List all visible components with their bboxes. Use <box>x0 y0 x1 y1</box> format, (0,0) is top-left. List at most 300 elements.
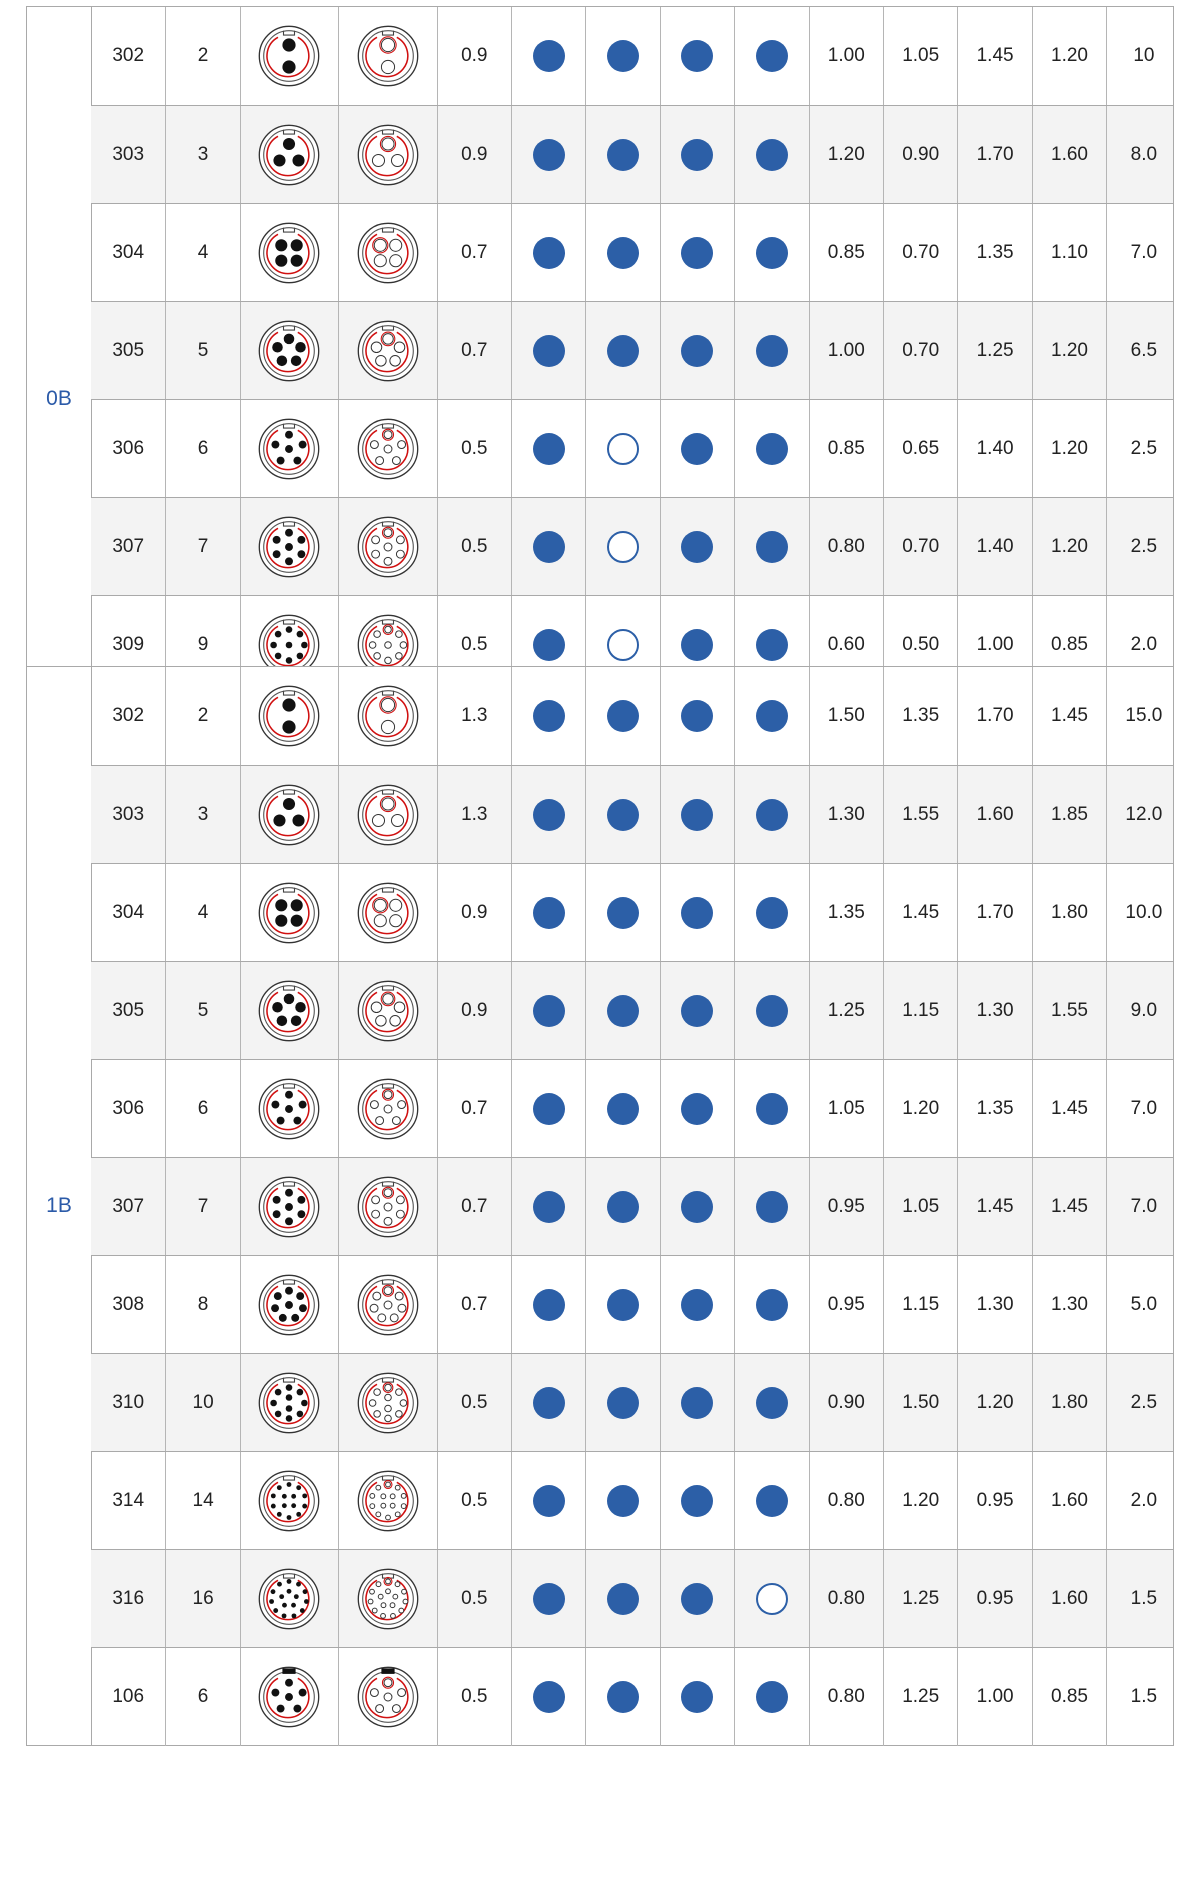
filled-circle-icon <box>681 139 713 171</box>
filled-circle-icon <box>681 995 713 1027</box>
filled-circle-icon <box>533 700 565 732</box>
value-3: 1.70 <box>957 667 1031 765</box>
male-insert-face-icon <box>240 962 338 1060</box>
male-insert-face-icon <box>240 766 338 864</box>
female-insert-face-icon <box>338 106 436 204</box>
filled-circle-icon <box>756 995 788 1027</box>
filled-circle-icon <box>681 1387 713 1419</box>
filled-circle-icon <box>681 40 713 72</box>
filled-circle-icon <box>533 433 565 465</box>
filled-circle-icon <box>756 629 788 661</box>
filled-circle-icon <box>533 897 565 929</box>
male-insert-face-icon <box>240 1452 338 1550</box>
part-code: 308 <box>112 1294 145 1315</box>
filled-circle-icon <box>607 1191 639 1223</box>
availability-cell <box>734 1158 808 1256</box>
availability-cell <box>511 1354 585 1452</box>
value-4: 1.60 <box>1032 106 1106 204</box>
value-4: 1.85 <box>1032 766 1106 864</box>
filled-circle-icon <box>607 1583 639 1615</box>
table-row <box>91 497 1173 596</box>
value-1: 0.80 <box>809 1550 883 1648</box>
filled-circle-icon <box>756 531 788 563</box>
filled-circle-icon <box>607 139 639 171</box>
value-4: 1.20 <box>1032 7 1106 105</box>
value-1: 1.20 <box>809 106 883 204</box>
wire-gauge: 0.5 <box>437 1354 511 1452</box>
filled-circle-icon <box>681 335 713 367</box>
availability-cell <box>734 962 808 1060</box>
filled-circle-icon <box>533 995 565 1027</box>
female-insert-face-icon <box>338 1158 436 1256</box>
outline-circle-icon <box>756 1583 788 1615</box>
availability-cell <box>734 1550 808 1648</box>
value-1: 0.90 <box>809 1354 883 1452</box>
value-4: 1.55 <box>1032 962 1106 1060</box>
filled-circle-icon <box>756 139 788 171</box>
value-4: 1.10 <box>1032 204 1106 302</box>
filled-circle-icon <box>533 335 565 367</box>
availability-cell <box>585 1452 659 1550</box>
value-5: 2.5 <box>1106 1354 1180 1452</box>
contact-count: 5 <box>165 962 239 1060</box>
value-4: 1.80 <box>1032 1354 1106 1452</box>
female-insert-face-icon <box>338 962 436 1060</box>
value-2: 0.70 <box>883 302 957 400</box>
filled-circle-icon <box>607 1485 639 1517</box>
filled-circle-icon <box>607 1289 639 1321</box>
availability-cell <box>585 302 659 400</box>
wire-gauge: 1.3 <box>437 667 511 765</box>
value-1: 1.30 <box>809 766 883 864</box>
availability-cell <box>660 1158 734 1256</box>
value-2: 1.50 <box>883 1354 957 1452</box>
male-insert-face-icon <box>240 1158 338 1256</box>
value-4: 1.20 <box>1032 302 1106 400</box>
value-4: 1.20 <box>1032 400 1106 498</box>
availability-cell <box>511 1256 585 1354</box>
wire-gauge: 0.7 <box>437 1060 511 1158</box>
male-insert-face-icon <box>240 1648 338 1746</box>
male-insert-face-icon <box>240 864 338 962</box>
filled-circle-icon <box>681 1583 713 1615</box>
wire-gauge: 0.9 <box>437 864 511 962</box>
filled-circle-icon <box>756 1093 788 1125</box>
value-5: 10 <box>1106 7 1180 105</box>
part-code: 305 <box>112 1000 145 1021</box>
female-insert-face-icon <box>338 1550 436 1648</box>
value-1: 0.85 <box>809 400 883 498</box>
table-row <box>91 1157 1173 1256</box>
availability-cell <box>734 1060 808 1158</box>
availability-cell <box>734 7 808 105</box>
value-3: 1.35 <box>957 204 1031 302</box>
value-2: 1.15 <box>883 962 957 1060</box>
filled-circle-icon <box>756 700 788 732</box>
filled-circle-icon <box>756 1485 788 1517</box>
contact-count: 2 <box>165 7 239 105</box>
value-3: 1.30 <box>957 1256 1031 1354</box>
table-row <box>91 1353 1173 1452</box>
contact-count: 10 <box>165 1354 239 1452</box>
value-4: 1.60 <box>1032 1452 1106 1550</box>
availability-cell <box>660 7 734 105</box>
contact-count: 7 <box>165 1158 239 1256</box>
wire-gauge: 0.7 <box>437 1158 511 1256</box>
value-2: 0.65 <box>883 400 957 498</box>
value-5: 7.0 <box>1106 1060 1180 1158</box>
male-insert-face-icon <box>240 1256 338 1354</box>
availability-cell <box>511 1452 585 1550</box>
filled-circle-icon <box>607 237 639 269</box>
filled-circle-icon <box>533 1387 565 1419</box>
wire-gauge: 1.3 <box>437 766 511 864</box>
male-insert-face-icon <box>240 400 338 498</box>
availability-cell <box>585 1354 659 1452</box>
part-code: 307 <box>112 1196 145 1217</box>
part-code: 304 <box>112 902 145 923</box>
availability-cell <box>511 204 585 302</box>
female-insert-face-icon <box>338 1256 436 1354</box>
availability-cell <box>660 498 734 596</box>
value-3: 1.25 <box>957 302 1031 400</box>
availability-cell <box>511 106 585 204</box>
value-2: 1.45 <box>883 864 957 962</box>
value-2: 1.05 <box>883 7 957 105</box>
value-3: 1.60 <box>957 766 1031 864</box>
availability-cell <box>585 7 659 105</box>
availability-cell <box>660 864 734 962</box>
availability-cell <box>511 1648 585 1746</box>
availability-cell <box>585 1256 659 1354</box>
table-row <box>91 667 1173 765</box>
value-3: 0.95 <box>957 1550 1031 1648</box>
filled-circle-icon <box>756 1681 788 1713</box>
availability-cell <box>660 204 734 302</box>
group-1b <box>26 666 1174 1746</box>
value-5: 2.5 <box>1106 498 1180 596</box>
filled-circle-icon <box>756 237 788 269</box>
value-5: 7.0 <box>1106 1158 1180 1256</box>
filled-circle-icon <box>533 1093 565 1125</box>
value-5: 10.0 <box>1106 864 1180 962</box>
contact-count: 16 <box>165 1550 239 1648</box>
availability-cell <box>585 1158 659 1256</box>
value-5: 7.0 <box>1106 204 1180 302</box>
availability-cell <box>734 1256 808 1354</box>
wire-gauge: 0.7 <box>437 204 511 302</box>
availability-cell <box>511 962 585 1060</box>
value-3: 1.45 <box>957 1158 1031 1256</box>
value-5: 1.5 <box>1106 1648 1180 1746</box>
availability-cell <box>660 1648 734 1746</box>
male-insert-face-icon <box>240 106 338 204</box>
filled-circle-icon <box>681 1289 713 1321</box>
value-4: 1.45 <box>1032 1060 1106 1158</box>
value-5: 2.0 <box>1106 596 1180 694</box>
outline-circle-icon <box>607 433 639 465</box>
availability-cell <box>660 106 734 204</box>
table-row <box>91 1549 1173 1648</box>
filled-circle-icon <box>756 1289 788 1321</box>
filled-circle-icon <box>681 237 713 269</box>
female-insert-face-icon <box>338 864 436 962</box>
value-4: 1.30 <box>1032 1256 1106 1354</box>
availability-cell <box>660 1354 734 1452</box>
availability-cell <box>585 204 659 302</box>
value-3: 0.95 <box>957 1452 1031 1550</box>
value-1: 0.95 <box>809 1256 883 1354</box>
filled-circle-icon <box>756 335 788 367</box>
filled-circle-icon <box>681 1191 713 1223</box>
value-1: 0.80 <box>809 498 883 596</box>
female-insert-face-icon <box>338 1648 436 1746</box>
value-2: 1.15 <box>883 1256 957 1354</box>
filled-circle-icon <box>607 1681 639 1713</box>
contact-count: 2 <box>165 667 239 765</box>
value-2: 0.70 <box>883 204 957 302</box>
value-1: 1.25 <box>809 962 883 1060</box>
filled-circle-icon <box>533 237 565 269</box>
value-1: 1.05 <box>809 1060 883 1158</box>
part-code: 303 <box>112 144 145 165</box>
availability-cell <box>511 864 585 962</box>
table-row <box>91 765 1173 864</box>
availability-cell <box>734 864 808 962</box>
filled-circle-icon <box>607 1093 639 1125</box>
value-5: 5.0 <box>1106 1256 1180 1354</box>
group-label: 0B <box>27 7 92 791</box>
value-2: 1.25 <box>883 1648 957 1746</box>
value-5: 8.0 <box>1106 106 1180 204</box>
value-3: 1.00 <box>957 596 1031 694</box>
value-2: 1.25 <box>883 1550 957 1648</box>
value-3: 1.45 <box>957 7 1031 105</box>
value-5: 9.0 <box>1106 962 1180 1060</box>
contact-count: 3 <box>165 766 239 864</box>
filled-circle-icon <box>533 799 565 831</box>
wire-gauge: 0.9 <box>437 7 511 105</box>
availability-cell <box>511 1158 585 1256</box>
female-insert-face-icon <box>338 766 436 864</box>
part-code: 306 <box>112 1098 145 1119</box>
contact-count: 8 <box>165 1256 239 1354</box>
availability-cell <box>585 400 659 498</box>
contact-count: 6 <box>165 1648 239 1746</box>
male-insert-face-icon <box>240 7 338 105</box>
availability-cell <box>585 1060 659 1158</box>
availability-cell <box>585 1648 659 1746</box>
availability-cell <box>585 1550 659 1648</box>
filled-circle-icon <box>533 40 565 72</box>
availability-cell <box>734 1648 808 1746</box>
filled-circle-icon <box>607 799 639 831</box>
value-4: 1.80 <box>1032 864 1106 962</box>
availability-cell <box>585 864 659 962</box>
availability-cell <box>734 766 808 864</box>
table-row <box>91 301 1173 400</box>
value-1: 1.35 <box>809 864 883 962</box>
availability-cell <box>660 400 734 498</box>
female-insert-face-icon <box>338 667 436 765</box>
contact-count: 9 <box>165 596 239 694</box>
value-1: 0.95 <box>809 1158 883 1256</box>
wire-gauge: 0.5 <box>437 1550 511 1648</box>
part-code: 303 <box>112 804 145 825</box>
availability-cell <box>511 302 585 400</box>
filled-circle-icon <box>533 1681 565 1713</box>
table-row <box>91 399 1173 498</box>
availability-cell <box>585 106 659 204</box>
value-4: 1.20 <box>1032 498 1106 596</box>
filled-circle-icon <box>681 897 713 929</box>
value-5: 12.0 <box>1106 766 1180 864</box>
part-code: 316 <box>112 1588 145 1609</box>
availability-cell <box>585 667 659 765</box>
value-2: 1.20 <box>883 1452 957 1550</box>
filled-circle-icon <box>533 1485 565 1517</box>
value-2: 0.90 <box>883 106 957 204</box>
availability-cell <box>660 667 734 765</box>
filled-circle-icon <box>756 1191 788 1223</box>
value-1: 1.50 <box>809 667 883 765</box>
value-4: 1.60 <box>1032 1550 1106 1648</box>
value-4: 0.85 <box>1032 596 1106 694</box>
part-code: 302 <box>112 45 145 66</box>
wire-gauge: 0.7 <box>437 302 511 400</box>
availability-cell <box>511 7 585 105</box>
filled-circle-icon <box>607 335 639 367</box>
value-5: 2.0 <box>1106 1452 1180 1550</box>
value-4: 1.45 <box>1032 1158 1106 1256</box>
contact-count: 3 <box>165 106 239 204</box>
female-insert-face-icon <box>338 1060 436 1158</box>
availability-cell <box>511 1550 585 1648</box>
value-1: 1.00 <box>809 7 883 105</box>
wire-gauge: 0.5 <box>437 1648 511 1746</box>
filled-circle-icon <box>607 1387 639 1419</box>
filled-circle-icon <box>681 799 713 831</box>
value-1: 0.60 <box>809 596 883 694</box>
filled-circle-icon <box>681 629 713 661</box>
filled-circle-icon <box>756 1387 788 1419</box>
contact-count: 14 <box>165 1452 239 1550</box>
filled-circle-icon <box>681 1485 713 1517</box>
group-label: 1B <box>27 667 92 1745</box>
value-1: 0.85 <box>809 204 883 302</box>
table-row <box>91 961 1173 1060</box>
filled-circle-icon <box>533 531 565 563</box>
availability-cell <box>734 106 808 204</box>
value-5: 1.5 <box>1106 1550 1180 1648</box>
outline-circle-icon <box>607 531 639 563</box>
contact-count: 4 <box>165 864 239 962</box>
value-2: 1.35 <box>883 667 957 765</box>
contact-count: 6 <box>165 1060 239 1158</box>
filled-circle-icon <box>533 139 565 171</box>
outline-circle-icon <box>607 629 639 661</box>
wire-gauge: 0.9 <box>437 106 511 204</box>
availability-cell <box>511 1060 585 1158</box>
part-code: 304 <box>112 242 145 263</box>
availability-cell <box>511 498 585 596</box>
table-row <box>91 1451 1173 1550</box>
part-code: 302 <box>112 705 145 726</box>
filled-circle-icon <box>681 433 713 465</box>
filled-circle-icon <box>533 1583 565 1615</box>
part-code: 305 <box>112 340 145 361</box>
availability-cell <box>734 1452 808 1550</box>
availability-cell <box>660 1550 734 1648</box>
availability-cell <box>660 302 734 400</box>
male-insert-face-icon <box>240 498 338 596</box>
value-2: 1.20 <box>883 1060 957 1158</box>
filled-circle-icon <box>756 799 788 831</box>
availability-cell <box>585 766 659 864</box>
male-insert-face-icon <box>240 1550 338 1648</box>
female-insert-face-icon <box>338 400 436 498</box>
availability-cell <box>585 962 659 1060</box>
value-5: 2.5 <box>1106 400 1180 498</box>
value-3: 1.30 <box>957 962 1031 1060</box>
filled-circle-icon <box>607 995 639 1027</box>
male-insert-face-icon <box>240 302 338 400</box>
availability-cell <box>734 667 808 765</box>
female-insert-face-icon <box>338 1354 436 1452</box>
value-2: 1.05 <box>883 1158 957 1256</box>
value-3: 1.00 <box>957 1648 1031 1746</box>
part-code: 306 <box>112 438 145 459</box>
wire-gauge: 0.5 <box>437 1452 511 1550</box>
availability-cell <box>734 1354 808 1452</box>
availability-cell <box>734 400 808 498</box>
availability-cell <box>511 400 585 498</box>
filled-circle-icon <box>533 1289 565 1321</box>
availability-cell <box>585 498 659 596</box>
part-code: 106 <box>112 1686 145 1707</box>
value-5: 15.0 <box>1106 667 1180 765</box>
female-insert-face-icon <box>338 204 436 302</box>
value-2: 1.55 <box>883 766 957 864</box>
availability-cell <box>734 204 808 302</box>
filled-circle-icon <box>756 897 788 929</box>
part-code: 314 <box>112 1490 145 1511</box>
wire-gauge: 0.5 <box>437 400 511 498</box>
table-row <box>91 105 1173 204</box>
value-1: 0.80 <box>809 1648 883 1746</box>
table-row <box>91 7 1173 105</box>
availability-cell <box>660 962 734 1060</box>
value-3: 1.70 <box>957 864 1031 962</box>
filled-circle-icon <box>533 1191 565 1223</box>
value-3: 1.40 <box>957 498 1031 596</box>
filled-circle-icon <box>681 531 713 563</box>
contact-count: 4 <box>165 204 239 302</box>
part-code: 307 <box>112 536 145 557</box>
value-3: 1.35 <box>957 1060 1031 1158</box>
filled-circle-icon <box>756 433 788 465</box>
female-insert-face-icon <box>338 302 436 400</box>
filled-circle-icon <box>681 700 713 732</box>
value-1: 0.80 <box>809 1452 883 1550</box>
filled-circle-icon <box>607 40 639 72</box>
value-3: 1.20 <box>957 1354 1031 1452</box>
filled-circle-icon <box>607 700 639 732</box>
availability-cell <box>660 1060 734 1158</box>
male-insert-face-icon <box>240 667 338 765</box>
filled-circle-icon <box>681 1093 713 1125</box>
table-row <box>91 1059 1173 1158</box>
